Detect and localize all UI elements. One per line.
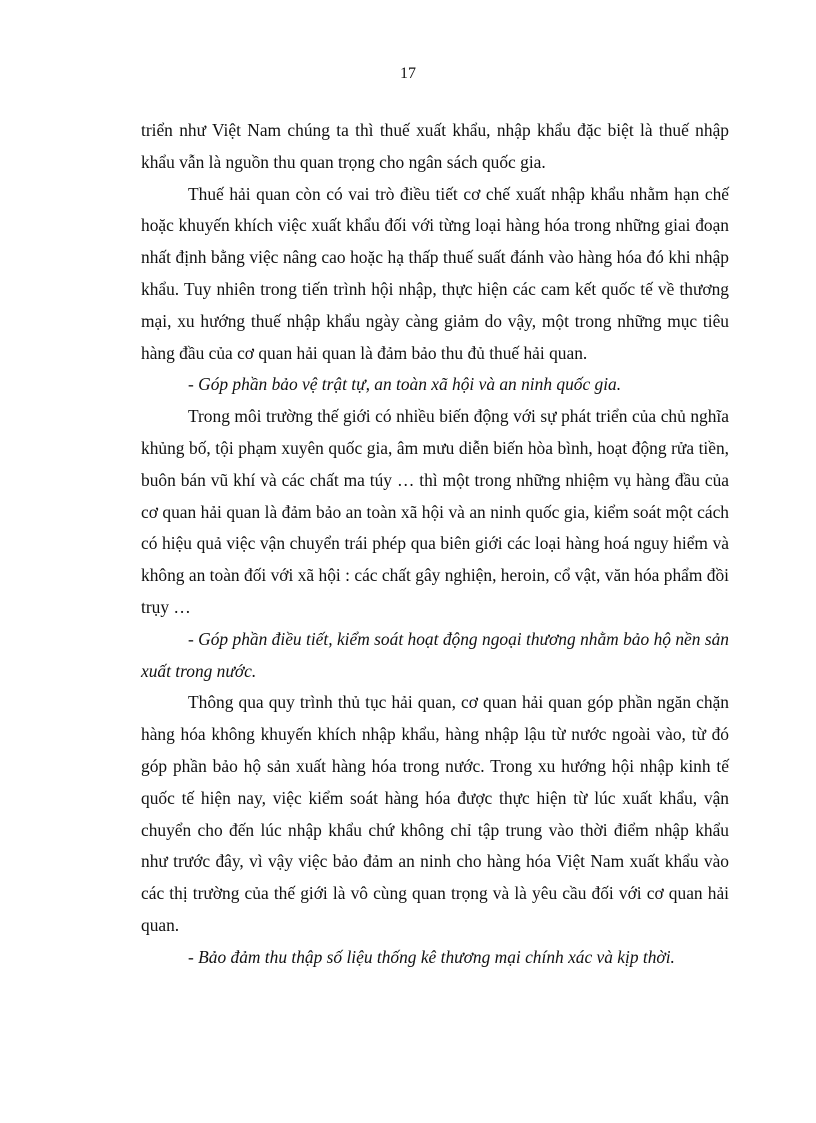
page-number: 17 [400, 65, 416, 82]
document-body [141, 115, 729, 974]
paragraph-customs-tax-role: Thuế hải quan còn có vai trò điều tiết cơ chế xuất nhập khẩu nhằm hạn chế hoặc khuyến khích việc xuất khẩu đối với từng loại hàng hóa trong những giai đoạn nhất định bằng việc nâng cao hoặc hạ thấp thuế suất đánh vào hàng hóa đó khi nhập khẩu. Tuy nhiên trong tiến trình hội nhập, thực hiện các cam kết quốc tế về thương mại, xu hướng thuế nhập khẩu ngày càng giảm do vậy, một trong những mục tiêu hàng đầu của cơ quan hải quan là đảm bảo thu đủ thuế hải quan. [141, 183, 729, 363]
paragraph-security-protection: Trong môi trường thế giới có nhiều biến động với sự phát triển của chủ nghĩa khủng bố, tội phạm xuyên quốc gia, âm mưu diễn biến hòa bình, hoạt động rửa tiền, buôn bán vũ khí và các chất ma túy … thì một trong những nhiệm vụ hàng đầu của cơ quan hải quan là đảm bảo an toàn xã hội và an ninh quốc gia, kiểm soát một cách có hiệu quả việc vận chuyển trái phép qua biên giới các loại hàng hoá nguy hiểm và không an toàn đối với xã hội : các chất gây nghiện, heroin, cổ vật, văn hóa phẩm đồi trụy … [141, 406, 729, 617]
heading-trade-regulation: - Góp phần điều tiết, kiểm soát hoạt động ngoại thương nhằm bảo hộ nền sản xuất trong nước. [141, 628, 729, 681]
heading-security-protection: - Góp phần bảo vệ trật tự, an toàn xã hội và an ninh quốc gia. [188, 374, 622, 395]
paragraph-intro-continued: triển như Việt Nam chúng ta thì thuế xuất khẩu, nhập khẩu đặc biệt là thuế nhập khẩu vẫn là nguồn thu quan trọng cho ngân sách quốc gia. [141, 120, 729, 172]
heading-trade-statistics: - Bảo đảm thu thập số liệu thống kê thương mại chính xác và kịp thời. [188, 946, 675, 967]
paragraph-trade-regulation: Thông qua quy trình thủ tục hải quan, cơ quan hải quan góp phần ngăn chặn hàng hóa không khuyến khích nhập khẩu, hàng nhập lậu từ nước ngoài vào, từ đó góp phần bảo hộ sản xuất hàng hóa trong nước. Trong xu hướng hội nhập kinh tế quốc tế hiện nay, việc kiểm soát hàng hóa được thực hiện từ lúc xuất khẩu, vận chuyển cho đến lúc nhập khẩu chứ không chỉ tập trung vào thời điểm nhập khẩu như trước đây, vì vậy việc bảo đảm an ninh cho hàng hóa Việt Nam xuất khẩu vào các thị trường của thế giới là vô cùng quan trọng và là yêu cầu đối với cơ quan hải quan. [141, 692, 729, 935]
